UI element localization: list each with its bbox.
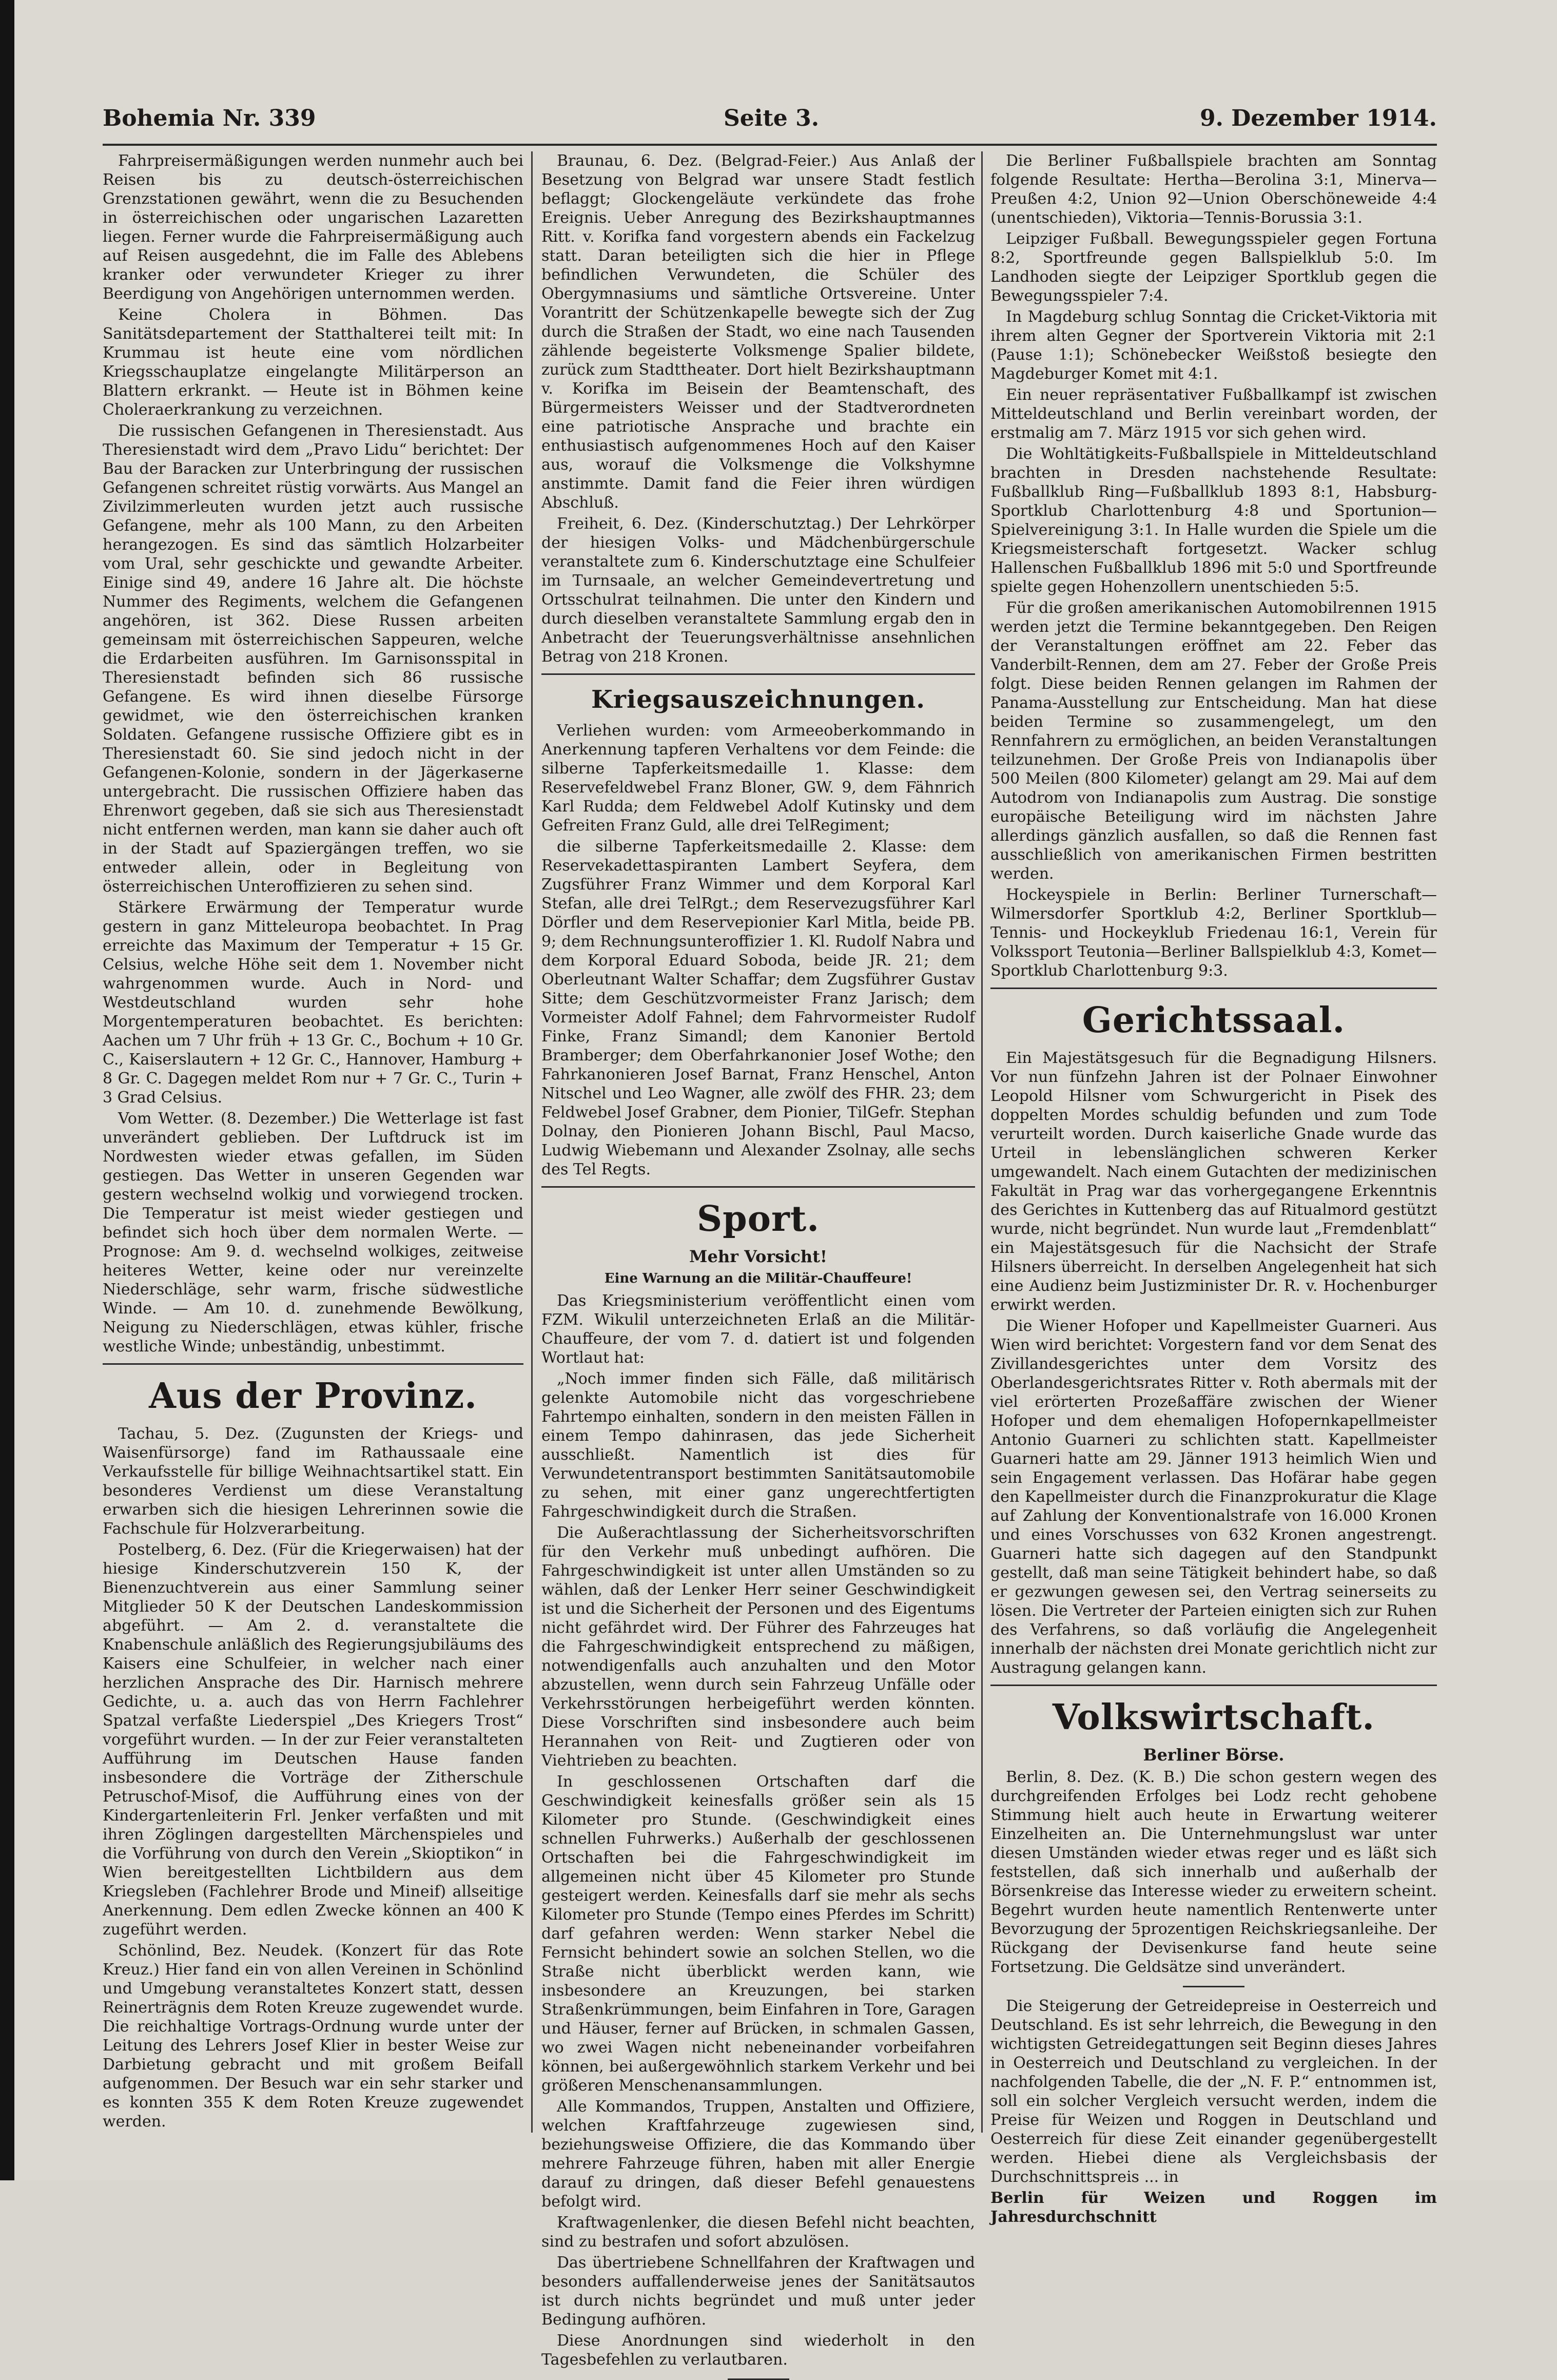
end-rule — [1183, 1986, 1244, 1987]
page-header — [103, 105, 1437, 141]
header-issue: Bohemia Nr. 339 — [103, 105, 316, 131]
article-paragraph: Tachau, 5. Dez. (Zugunsten der Kriegs- und Waisenfürsorge) fand im Rathaussaale eine Verkaufsstelle für billige Weihnachtsartikel statt. Ein besonderes Verdienst um diese Veranstaltung erwarben sich die hiesigen Lehrerinnen sowie die Fachschule für Holzverarbeitung. — [103, 1425, 523, 1538]
article-paragraph: Alle Kommandos, Truppen, Anstalten und Offiziere, welchen Kraftfahrzeuge zugewiesen sind, beziehungsweise Offiziere, die das Kommando über mehrere Fahrzeuge führen, haben mit aller Energie darauf zu dringen, daß dieser Befehl genauestens befolgt wird. — [541, 2098, 975, 2211]
section-heading: Gerichtssaal. — [1082, 1000, 1346, 1041]
article-paragraph: In Magdeburg schlug Sonntag die Cricket-Viktoria mit ihrem alten Gegner der Sportverein Viktoria mit 2:1 (Pause 1:1); Schönebecker Weißstoß besiegte den Magdeburger Komet mit 4:1. — [990, 308, 1437, 383]
header-date: 9. Dezember 1914. — [1200, 105, 1437, 131]
article-paragraph: Diese Anordnungen sind wiederholt in den Tagesbefehlen zu verlautbaren. — [541, 2332, 975, 2369]
section-rule — [990, 988, 1437, 989]
article-headline: Berliner Börse. — [1143, 1745, 1284, 1765]
article-paragraph: Fahrpreisermäßigungen werden nunmehr auch bei Reisen bis zu deutsch-österreichischen Grenzstationen gewährt, wenn die zu Besuchenden in österreichischen oder ungarischen Lazaretten liegen. Ferner wurde die Fahrpreisermäßigung auch auf Reisen ausgedehnt, die im Falle des Ablebens kranker oder verwundeter Krieger zu ihrer Beerdigung von Angehörigen unternommen werden. — [103, 152, 523, 303]
article-paragraph: Die Steigerung der Getreidepreise in Oesterreich und Deutschland. Es ist sehr lehrreich, die Bewegung in den wichtigsten Getreidegattungen seit Beginn dieses Jahres in Oesterreich und Deutschland zu vergleichen. In der nachfolgenden Tabelle, die der „N. F. P.“ entnommen ist, soll ein solcher Vergleich versucht werden, indem die Preise für Weizen und Roggen in Deutschland und Oesterreich für diese Zeit einander gegenübergestellt werden. Hiebei diene als Vergleichsbasis der Durchschnittspreis ... in — [990, 1997, 1437, 2186]
article-paragraph: Hockeyspiele in Berlin: Berliner Turnerschaft—Wilmersdorfer Sportklub 4:2, Berliner Sportklub—Tennis- und Hockeyklub Friedenau 16:1, Verein für Volkssport Teutonia—Berliner Ballspielklub 4:3, Komet—Sportklub Charlottenburg 9:3. — [990, 886, 1437, 980]
article-paragraph: Das Kriegsministerium veröffentlicht einen vom FZM. Wikulil unterzeichneten Erlaß an die Militär-Chauffeure, der vom 7. d. datiert ist und folgenden Wortlaut hat: — [541, 1292, 975, 1367]
article-paragraph: Braunau, 6. Dez. (Belgrad-Feier.) Aus Anlaß der Besetzung von Belgrad war unsere Stadt festlich beflaggt; Glockengeläute verkündete das frohe Ereignis. Ueber Anregung des Bezirkshauptmannes Ritt. v. Korifka fand vorgestern abends ein Fackelzug statt. Daran beteiligten sich die hier in Pflege befindlichen Verwundeten, die Schüler des Obergymnasiums und sämtliche Ortsvereine. Unter Vorantritt der Schützenkapelle bewegte sich der Zug durch die Straßen der Stadt, wo eine nach Tausenden zählende begeisterte Volksmenge Spalier bildete, zurück zum Stadttheater. Dort hielt Bezirkshauptmann v. Korifka im Beisein der Beamtenschaft, des Bürgermeisters Weisser und der Stadtverordneten eine patriotische Ansprache und brachte ein enthusiastisch aufgenommenes Hoch auf den Kaiser aus, worauf die Volksmenge die Volkshymne anstimmte. Damit fand die Feier ihren würdigen Abschluß. — [541, 152, 975, 512]
article-paragraph: Leipziger Fußball. Bewegungsspieler gegen Fortuna 8:2, Sportfreunde gegen Ballspielklub 5:0. Im Landhoden siegte der Leipziger Sportklub gegen die Bewegungsspieler 7:4. — [990, 230, 1437, 305]
section-rule — [541, 1186, 975, 1188]
article-paragraph: die silberne Tapferkeitsmedaille 2. Klasse: dem Reservekadettaspiranten Lambert Seyfera, dem Zugsführer Franz Wimmer und dem Korporal Karl Stefan, alle drei TelRgt.; dem Reservezugsführer Karl Dörfler und dem Reservepionier Karl Mitla, beide PB. 9; dem Rechnungsunteroffizier 1. Kl. Rudolf Nabra und dem Korporal Eduard Soboda, beide JR. 21; dem Oberleutnant Walter Schaffar; dem Zugsführer Gustav Sitte; dem Geschützvormeister Franz Jarisch; dem Vormeister Adolf Fahnel; dem Fahrvormeister Rudolf Finke, Franz Simandl; dem Kanonier Bertold Bramberger; dem Oberfahrkanonier Josef Wothe; den Fahrkanonieren Josef Barnat, Franz Henschel, Anton Nitschel und Leo Wagner, alle zwölf des FHR. 23; dem Feldwebel Josef Grabner, dem Pionier, TilGefr. Stephan Dolnay, den Pionieren Johann Bischl, Paul Macso, Ludwig Wiebemann und Alexander Zsolnay, alle sechs des Tel Regts. — [541, 838, 975, 1178]
article-paragraph: Postelberg, 6. Dez. (Für die Kriegerwaisen) hat der hiesige Kinderschutzverein 150 K, der Bienenzuchtverein aus einer Sammlung seiner Mitglieder 50 K der Deutschen Landeskommission abgeführt. — Am 2. d. veranstaltete die Knabenschule anläßlich des Regierungsjubiläums des Kaisers eine Schulfeier, in welcher nach einer herzlichen Ansprache des Dir. Harnisch mehrere Gedichte, u. a. auch das von Herrn Fachlehrer Spatzal verfaßte Liederspiel „Des Kriegers Trost“ vorgeführt wurden. — In der zur Feier veranstalteten Aufführung im Deutschen Hause fanden insbesondere die Vorträge der Zitherschule Petruschof-Misof, die Aufführung eines von der Kindergartenleiterin Frl. Jenker verfaßten und mit ihren Zöglingen dargestellten Märchenspieles und die Vorführung von durch den Verein „Skioptikon“ in Wien bereitgestellten Lichtbildern aus dem Kriegsleben (Fachlehrer Brode und Mineif) allseitige Anerkennung. Dem edlen Zwecke können an 400 K zugeführt werden. — [103, 1541, 523, 1939]
column-1 — [103, 151, 523, 2143]
article-paragraph: Freiheit, 6. Dez. (Kinderschutztag.) Der Lehrkörper der hiesigen Volks- und Mädchenbürgerschule veranstaltete zum 6. Kinderschutztage eine Schulfeier im Turnsaale, an welcher Gemeindevertretung und Ortsschulrat teilnahmen. Die unter den Kindern und durch dieselben veranstaltete Sammlung ergab den in Anbetracht der Teuerungsverhältnisse ansehnlichen Betrag von 218 Kronen. — [541, 515, 975, 666]
article-paragraph: „Noch immer finden sich Fälle, daß militärisch gelenkte Automobile nicht das vorgeschriebene Fahrtempo einhalten, sondern in den meisten Fällen in einem Tempo dahinrasen, das jede Sicherheit ausschließt. Namentlich ist dies für Verwundetentransport bestimmten Sanitätsautomobile zu sehen, mit einer ganz ungerechtfertigten Fahrgeschwindigkeit durch die Straßen. — [541, 1370, 975, 1521]
article-paragraph: Ein neuer repräsentativer Fußballkampf ist zwischen Mitteldeutschland und Berlin vereinbart worden, der erstmalig am 7. März 1915 vor sich gehen wird. — [990, 386, 1437, 442]
article-paragraph: Schönlind, Bez. Neudek. (Konzert für das Rote Kreuz.) Hier fand ein von allen Vereinen in Schönlind und Umgebung veranstaltetes Konzert statt, dessen Reinerträgnis dem Roten Kreuze zugewendet wurde. Die reichhaltige Vortrags-Ordnung wurde unter der Leitung des Lehrers Josef Klier in bester Weise zur Darbietung gebracht und mit großem Beifall aufgenommen. Der Besuch war ein sehr starker und es konnten 355 K dem Roten Kreuze zugewendet werden. — [103, 1942, 523, 2131]
section-rule — [541, 673, 975, 675]
article-paragraph: Keine Cholera in Böhmen. Das Sanitätsdepartement der Statthalterei teilt mit: In Krummau ist heute eine vom nördlichen Kriegsschauplatze eingelangte Militärperson an Blattern erkrankt. — Heute ist in Böhmen keine Choleraerkrankung zu verzeichnen. — [103, 306, 523, 419]
article-subheadline: Eine Warnung an die Militär-Chauffeure! — [604, 1271, 912, 1286]
section-heading: Aus der Provinz. — [149, 1376, 477, 1417]
article-paragraph: Verliehen wurden: vom Armeeoberkommando in Anerkennung tapferen Verhaltens vor dem Feinde: die silberne Tapferkeitsmedaille 1. Klasse: dem Reservefeldwebel Franz Bloner, GW. 9, dem Fähnrich Karl Rudda; dem Feldwebel Adolf Kutinsky und dem Gefreiten Franz Guld, alle drei TelRegiment; — [541, 722, 975, 835]
article-paragraph: Für die großen amerikanischen Automobilrennen 1915 werden jetzt die Termine bekanntgegeben. Den Reigen der Veranstaltungen eröffnet am 22. Feber das Vanderbilt-Rennen, dem am 27. Feber der Große Preis folgt. Diese beiden Rennen gelangen im Rahmen der Panama-Ausstellung zur Entscheidung. Man hat diese beiden Termine so zusammengelegt, um den Rennfahrern zu ermöglichen, an beiden Veranstaltungen teilzunehmen. Der Große Preis von Indianapolis über 500 Meilen (800 Kilometer) gelangt am 29. Mai auf dem Autodrom von Indianapolis zum Austrag. Die sonstige europäische Beteiligung wird im nächsten Jahre allerdings gänzlich ausfallen, so daß die Rennen fast ausschließlich von amerikanischen Firmen bestritten werden. — [990, 599, 1437, 883]
article-paragraph: Die Berliner Fußballspiele brachten am Sonntag folgende Resultate: Hertha—Berolina 3:1, Minerva—Preußen 4:2, Union 92—Union Oberschöneweide 4:4 (unentschieden), Viktoria—Tennis-Borussia 3:1. — [990, 152, 1437, 227]
article-paragraph: Das übertriebene Schnellfahren der Kraftwagen und besonders auffallenderweise jenes der Sanitätsautos ist durch nichts begründet und muß unter jeder Bedingung aufhören. — [541, 2254, 975, 2329]
scan-edge — [0, 0, 14, 2180]
column-2 — [541, 151, 976, 2369]
article-paragraph: Die russischen Gefangenen in Theresienstadt. Aus Theresienstadt wird dem „Pravo Lidu“ berichtet: Der Bau der Baracken zur Unterbringung der russischen Gefangenen schreitet rüstig vorwärts. Aus Mangel an Zivilzimmerleuten wurden jetzt auch russische Gefangene, mehr als 100 Mann, zu den Arbeiten herangezogen. Es sind das sämtlich Holzarbeiter vom Ural, sehr geschickte und gewandte Arbeiter. Einige sind 49, andere 16 Jahre alt. Die höchste Nummer des Regiments, welchem die Gefangenen angehören, ist 362. Diese Russen arbeiten gemeinsam mit österreichischen Sappeuren, welche die Erdarbeiten ausführen. Im Garnisonsspital in Theresienstadt befinden sich 86 russische Gefangene. Es wird ihnen dieselbe Fürsorge gewidmet, wie den österreichischen kranken Soldaten. Gefangene russische Offiziere gibt es in Theresienstadt 60. Sie sind jedoch nicht in der Gefangenen-Kolonie, sondern in der Jägerkaserne untergebracht. Die russischen Offiziere haben das Ehrenwort gegeben, daß sie sich aus Theresienstadt nicht entfernen werden, man kann sie daher auch oft in der Stadt auf Spaziergängen treffen, wo sie entweder allein, oder in Begleitung von österreichischen Unteroffizieren zu sehen sind. — [103, 422, 523, 896]
section-heading: Volkswirtschaft. — [1052, 1697, 1375, 1738]
section-heading: Kriegsauszeichnungen. — [591, 685, 925, 714]
column-rule — [981, 151, 983, 2133]
article-paragraph: In geschlossenen Ortschaften darf die Geschwindigkeit keinesfalls größer sein als 15 Kilometer pro Stunde. (Geschwindigkeit eines schnellen Fuhrwerks.) Außerhalb der geschlossenen Ortschaften bei die Fahrgeschwindigkeit im allgemeinen nicht über 45 Kilometer pro Stunde gesteigert werden. Keinesfalls darf sie mehr als sechs Kilometer pro Stunde (Tempo eines Pferdes im Schritt) darf gefahren werden: Wenn starker Nebel die Fernsicht behindert sowie an solchen Stellen, wo die Straße nicht überblickt werden kann, wie insbesondere an Kreuzungen, bei starken Straßenkrümmungen, beim Einfahren in Tore, Garagen und Häuser, ferner auf Brücken, in schmalen Gassen, wo zwei Wagen nicht nebeneinander vorbeifahren können, bei außergewöhnlich starkem Verkehr und bei größeren Menschenansammlungen. — [541, 1773, 976, 2095]
article-paragraph: Ein Majestätsgesuch für die Begnadigung Hilsners. Vor nun fünfzehn Jahren ist der Polnaer Einwohner Leopold Hilsner vom Schwurgericht in Pisek des doppelten Mordes schuldig befunden und zum Tode verurteilt worden. Durch kaiserliche Gnade wurde das Urteil in lebenslänglichen schweren Kerker umgewandelt. Nach einem Gutachten der medizinischen Fakultät in Prag war das vorhergegangene Erkenntnis des Gerichtes in Kuttenberg das auf Ritualmord gestützt wurde, nicht begründet. Nun wurde laut „Fremdenblatt“ ein Majestätsgesuch für die Nachsicht der Strafe Hilsners überreicht. In derselben Angelegenheit hat sich eine Audienz beim Justizminister Dr. R. v. Hochenburger erwirkt werden. — [990, 1049, 1437, 1314]
article-paragraph: Berlin für Weizen und Roggen im Jahresdurchschnitt — [990, 2189, 1437, 2226]
section-rule — [990, 1685, 1437, 1686]
section-rule — [103, 1363, 523, 1365]
article-paragraph: Vom Wetter. (8. Dezember.) Die Wetterlage ist fast unverändert geblieben. Der Luftdruck ist im Nordwesten wieder etwas gefallen, im Süden gestiegen. Das Wetter in unseren Gegenden war gestern wechselnd wolkig und vorwiegend trocken. Die Temperatur ist meist wieder gestiegen und befindet sich hoch über dem normalen Werte. — Prognose: Am 9. d. wechselnd wolkiges, zeitweise heiteres Wetter, keine oder nur vereinzelte Niederschläge, sehr warm, frische südwestliche Winde. — Am 10. d. zunehmende Bewölkung, Neigung zu Niederschlägen, etwas kühler, frische westliche Winde; unbeständig, unbestimmt. — [103, 1110, 523, 1356]
column-3 — [990, 151, 1437, 2226]
column-rule — [531, 151, 533, 2133]
article-paragraph: Die Außerachtlassung der Sicherheitsvorschriften für den Verkehr muß unbedingt aufhören. Die Fahrgeschwindigkeit ist unter allen Umständen so zu wählen, daß der Lenker Herr seiner Geschwindigkeit ist und die Sicherheit der Personen und des Eigentums nicht gefährdet wird. Der Führer des Fahrzeuges hat die Fahrgeschwindigkeit entsprechend zu mäßigen, notwendigenfalls auch anzuhalten und den Motor abzustellen, wenn durch sein Fahrzeug Unfälle oder Verkehrsstörungen herbeigeführt werden könnten. Diese Vorschriften sind insbesondere auch beim Herannahen von Reit- und Zugtieren oder von Viehtrieben zu beachten. — [541, 1524, 975, 1770]
header-page-number: Seite 3. — [724, 105, 820, 131]
article-paragraph: Kraftwagenlenker, die diesen Befehl nicht beachten, sind zu bestrafen und sofort abzulösen. — [541, 2214, 975, 2251]
header-rule — [103, 144, 1437, 146]
article-paragraph: Berlin, 8. Dez. (K. B.) Die schon gestern wegen des durchgreifenden Erfolges bei Lodz recht gehobene Stimmung hielt auch heute in Erwartung weiterer Einzelheiten an. Die Unternehmungslust war unter diesen Umständen wieder etwas reger und es läßt sich feststellen, daß sich innerhalb und außerhalb der Börsenkreise das Interesse wieder zu erweitern scheint. Begehrt wurden heute namentlich Rentenwerte unter Bevorzugung der 5prozentigen Reichskriegsanleihe. Der Rückgang der Devisenkurse fand heute seine Fortsetzung. Die Geldsätze sind unverändert. — [990, 1768, 1437, 1976]
section-heading: Sport. — [697, 1198, 820, 1240]
article-paragraph: Die Wiener Hofoper und Kapellmeister Guarneri. Aus Wien wird berichtet: Vorgestern fand vor dem Senat des Zivillandesgerichtes unter dem Vorsitz des Oberlandesgerichtsrates Ritter v. Roth abermals mit der viel erörterten Prozeßaffäre zwischen der Wiener Hofoper und dem ehemaligen Hofopernkapellmeister Antonio Guarneri zu schlichten statt. Kapellmeister Guarneri hatte am 29. Jänner 1913 heimlich Wien und sein Engagement verlassen. Das Hofärar habe gegen den Kapellmeister durch die Finanzprokuratur die Klage auf Zahlung der Konventionalstrafe von 16.000 Kronen und eines Vorschusses von 632 Kronen angestrengt. Guarneri hatte sich dagegen auf den Standpunkt gestellt, daß man seine Tätigkeit behindert habe, so daß er gezwungen gewesen sei, den Vertrag seinerseits zu lösen. Die Vertreter der Parteien einigten sich zur Ruhen des Verfahrens, so daß vorläufig die Angelegenheit innerhalb der nächsten drei Monate gerichtlich nicht zur Austragung gelangen kann. — [990, 1317, 1437, 1677]
article-paragraph: Die Wohltätigkeits-Fußballspiele in Mitteldeutschland brachten in Dresden nachstehende Resultate: Fußballklub Ring—Fußballklub 1893 8:1, Habsburg-Sportklub Charlottenburg 4:8 und Sportunion—Spielvereinigung 3:1. In Halle wurden die Spiele um die Kriegsmeisterschaft fortgesetzt. Wacker schlug Hallenschen Fußballklub 1896 mit 5:0 und Sportfreunde spielte gegen Hohenzollern unentschieden 5:5. — [990, 445, 1437, 596]
article-paragraph: Stärkere Erwärmung der Temperatur wurde gestern in ganz Mitteleuropa beobachtet. In Prag erreichte das Maximum der Temperatur + 15 Gr. Celsius, welche Höhe seit dem 1. November nicht wahrgenommen wurde. Auch in Nord- und Westdeutschland wurden sehr hohe Morgentemperaturen beobachtet. Es berichten: Aachen um 7 Uhr früh + 13 Gr. C., Bochum + 10 Gr. C., Kaiserslautern + 12 Gr. C., Hannover, Hamburg + 8 Gr. C. Dagegen meldet Rom nur + 7 Gr. C., Turin + 3 Grad Celsius. — [103, 899, 523, 1107]
article-headline: Mehr Vorsicht! — [689, 1247, 827, 1266]
